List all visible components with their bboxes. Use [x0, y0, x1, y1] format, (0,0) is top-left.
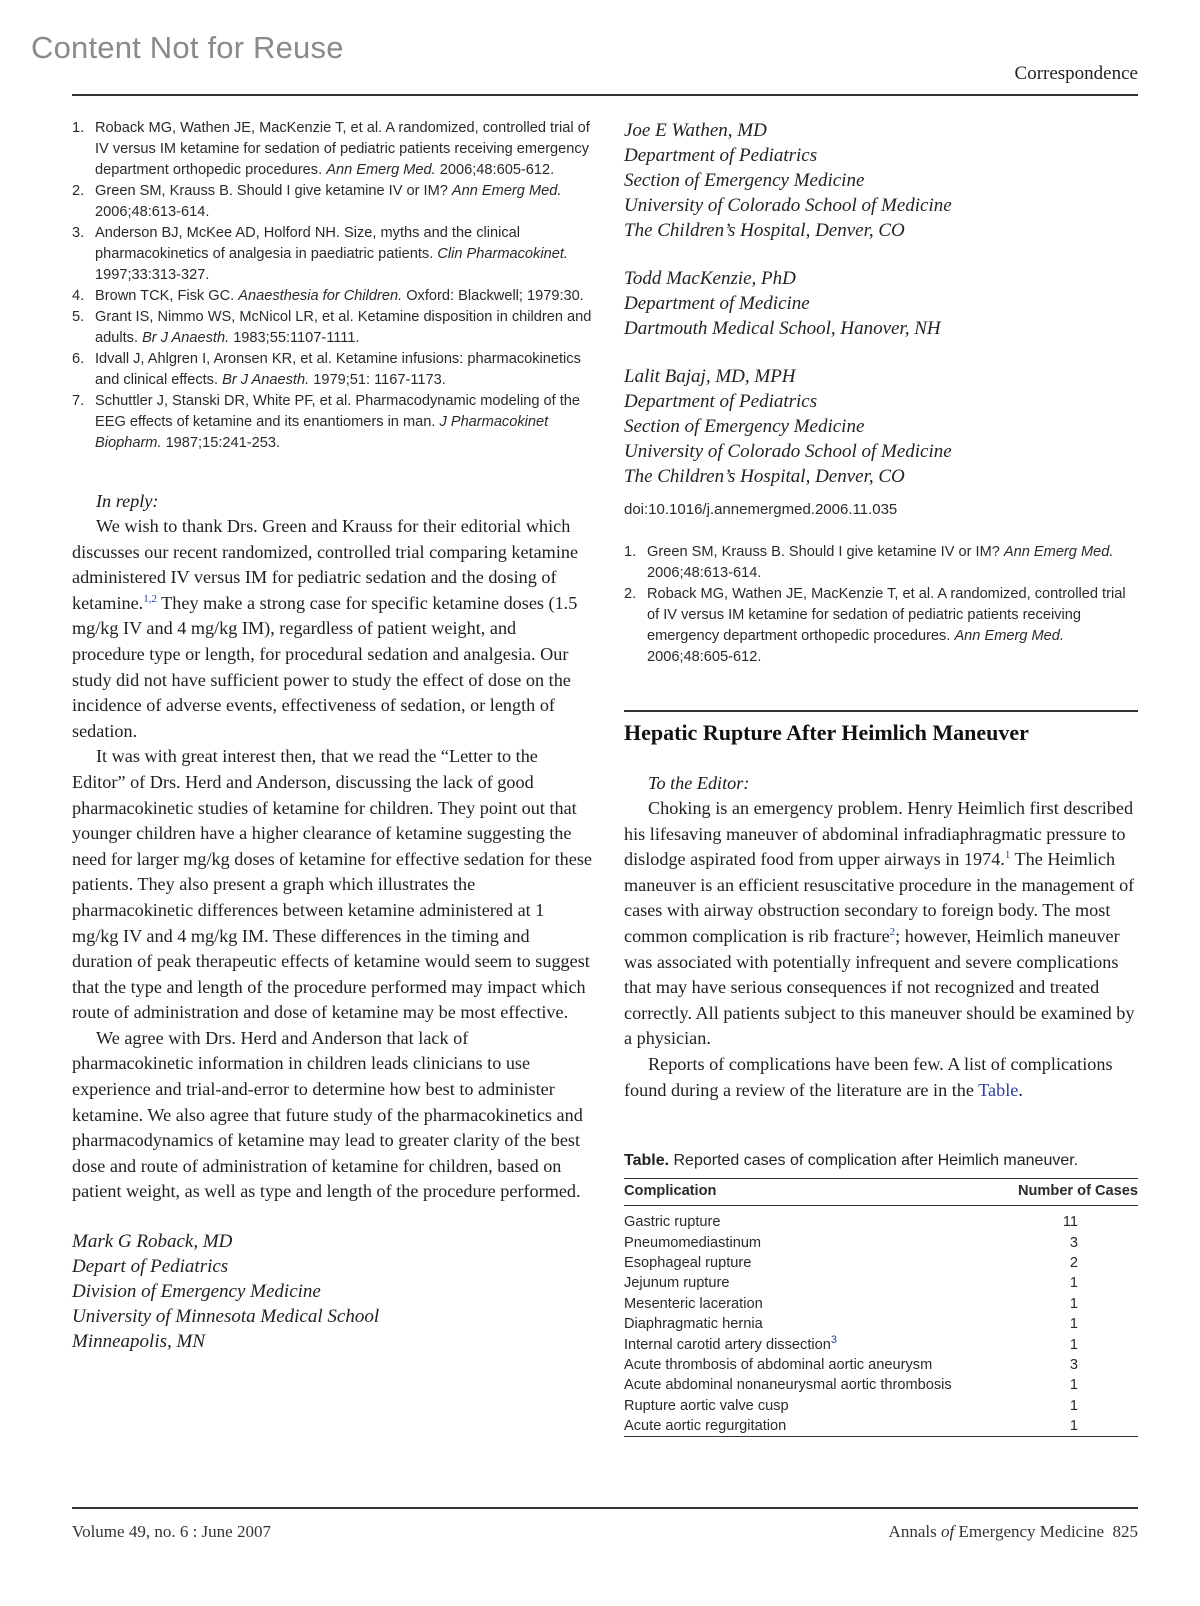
reference-text: Anderson BJ, McKee AD, Holford NH. Size, myths and the clinical pharmacokinetics of analgesia in paediatric patients.: [95, 225, 521, 262]
citation-superscript[interactable]: 2: [889, 925, 896, 938]
reply-paragraph: We agree with Drs. Herd and Anderson that lack of pharmacokinetic information in children leads clinicians to use experience and trial-and-error to determine how best to administer ketamine. We also agree that future study of the pharmacokinetics and pharmacodynamics of ketamine may lead to greater clarity of the best dose and route of administration of ketamine for children, based on patient weight, as well as type and length of the procedure performed.: [72, 1027, 583, 1202]
signature-line: Joe E Wathen, MD: [624, 120, 767, 141]
signature-group: [624, 118, 1138, 489]
citation-superscript[interactable]: 1: [1004, 849, 1011, 862]
table-row: [624, 1396, 1138, 1416]
reference-tail: 2006;48:613-614.: [95, 204, 210, 220]
reference-journal: J Pharmacokinet Biopharm.: [95, 414, 549, 451]
reference-text: Green SM, Krauss B. Should I give ketamine IV or IM?: [95, 183, 452, 199]
reference-item: [72, 286, 592, 307]
reference-tail: 2006;48:613-614.: [647, 565, 762, 581]
signature-line: Department of Pediatrics: [624, 391, 818, 412]
complication-cell: [624, 1396, 1000, 1416]
signature-line: Lalit Bajaj, MD, MPH: [624, 366, 796, 387]
complications-table: [624, 1178, 1138, 1437]
reference-text: Green SM, Krauss B. Should I give ketamine IV or IM?: [647, 544, 1004, 560]
complication-name: Diaphragmatic hernia: [624, 1316, 763, 1333]
page-number: 825: [1112, 1522, 1138, 1541]
reference-number: 7.: [72, 393, 85, 409]
case-count-cell: 1: [1069, 1377, 1078, 1394]
reply-body: [72, 514, 592, 1205]
citation-superscript[interactable]: 1,2: [143, 592, 157, 605]
table-body: [624, 1206, 1138, 1437]
column-header-cases: Number of Cases: [1000, 1179, 1138, 1206]
table-row: [624, 1416, 1138, 1437]
complication-cell: [624, 1334, 1000, 1354]
complication-name: Jejunum rupture: [624, 1275, 730, 1292]
case-count-cell: 1: [1069, 1397, 1078, 1414]
table-row: [624, 1233, 1138, 1253]
reference-text: Idvall J, Ahlgren I, Aronsen KR, et al. Ketamine infusions: pharmacokinetics and clinical effects.: [95, 351, 581, 388]
complication-name: Acute thrombosis of abdominal aortic aneurysm: [624, 1357, 933, 1374]
reference-journal: Ann Emerg Med.: [326, 162, 436, 178]
reference-item: [624, 542, 1138, 584]
reference-tail: 1983;55:1107-1111.: [229, 330, 360, 346]
case-count-cell: 1: [1069, 1275, 1078, 1292]
case-count-cell: 1: [1069, 1418, 1078, 1435]
signature-line: Section of Emergency Medicine: [624, 416, 865, 437]
complication-name: Mesenteric laceration: [624, 1295, 763, 1312]
signature-line: University of Colorado School of Medicine: [624, 441, 952, 462]
table-row: [624, 1355, 1138, 1375]
case-count-cell: 2: [1069, 1255, 1078, 1272]
reference-tail: 1997;33:313-327.: [95, 267, 210, 283]
footer-journal: Annals of Emergency Medicine 825: [888, 1522, 1138, 1541]
complication-cell: [624, 1206, 1000, 1233]
signature-line: The Children’s Hospital, Denver, CO: [624, 220, 905, 241]
table-row: [624, 1375, 1138, 1395]
table-row: [624, 1314, 1138, 1334]
footer-rule: [72, 1507, 1138, 1509]
signature-line: Department of Pediatrics: [624, 145, 818, 166]
complication-name: Acute abdominal nonaneurysmal aortic thrombosis: [624, 1377, 952, 1394]
reference-number: 2.: [72, 183, 85, 199]
section-label: Correspondence: [1014, 63, 1138, 84]
reference-journal: Ann Emerg Med.: [451, 183, 562, 199]
case-count-cell: 1: [1069, 1316, 1078, 1333]
table-row: [624, 1253, 1138, 1273]
reply-paragraph: It was with great interest then, that we read the “Letter to the Editor” of Drs. Herd and Anderson, discussing the lack of good pharmacokinetic studies of ketamine for children. They point out that younger children have a higher clearance of ketamine suggesting the need for larger mg/kg doses of ketamine for effective sedation for these patients. They also present a graph which illustrates the pharmacokinetic differences between ketamine administered at 1 mg/kg IV and 4 mg/kg IM. These differences in the timing and duration of peak therapeutic effects of ketamine would seem to suggest that the type and length of the procedure performed may impact which route of administration and dose of ketamine may be most effective.: [72, 746, 593, 1023]
reference-journal: Br J Anaesth.: [222, 372, 310, 388]
signature-line: Division of Emergency Medicine: [72, 1281, 321, 1303]
right-column: [624, 118, 1138, 1437]
complication-cell: [624, 1375, 1000, 1395]
complication-cell: [624, 1253, 1000, 1273]
reference-tail: 1979;51: 1167-1173.: [309, 372, 446, 388]
signature-line: Depart of Pediatrics: [72, 1256, 229, 1278]
case-count-cell: 1: [1069, 1336, 1078, 1353]
reply-paragraph: We wish to thank Drs. Green and Krauss for their editorial which discusses our recent randomized, controlled trial comparing ketamine administered IV versus IM for pediatric sedation and the dosing of ketamine.$^{1,2}$ They make a strong case for specific ketamine doses (1.5 mg/kg IV and 4 mg/kg IM), regardless of patient weight, and procedure type or length, for procedural sedation and analgesia. Our study did not have sufficient power to study the effect of dose on the incidence of adverse events, effectiveness of sedation, or length of sedation.: [72, 516, 579, 741]
signature-block: [624, 364, 1138, 489]
reference-number: 1.: [624, 544, 637, 560]
complication-name: Acute aortic regurgitation: [624, 1418, 787, 1435]
complication-name: Esophageal rupture: [624, 1255, 752, 1272]
reference-item: [72, 223, 592, 286]
complication-name: Gastric rupture: [624, 1214, 721, 1231]
signature-line: University of Colorado School of Medicine: [624, 195, 952, 216]
signature-line: Department of Medicine: [624, 293, 810, 314]
right-reference-list: [624, 542, 1138, 668]
editor-salutation: To the Editor:: [648, 773, 750, 793]
table-caption: Table. Reported cases of complication after Heimlich maneuver.: [624, 1152, 1079, 1170]
article-paragraph: Choking is an emergency problem. Henry Heimlich first described his lifesaving maneuver of abdominal infradiaphragmatic pressure to dislodge aspirated food from upper airways in 1974.$^1$ The Heimlich maneuver is an efficient resuscitative procedure in the management of cases with airway obstruction secondary to foreign body. The most common complication is rib fracture$^2$; however, Heimlich maneuver was associated with potentially infrequent and severe complications that may have serious consequences if not recognized and treated correctly. All patients subject to this maneuver should be examined by a physician.: [624, 798, 1135, 1049]
table-row: [624, 1334, 1138, 1354]
case-count-cell: 1: [1069, 1295, 1078, 1312]
signature-line: Minneapolis, MN: [72, 1331, 205, 1353]
complication-cell: [624, 1273, 1000, 1293]
complication-cell: [624, 1233, 1000, 1253]
header-rule: [72, 94, 1138, 96]
watermark-text: Content Not for Reuse: [31, 30, 344, 65]
article-top-rule: [624, 710, 1138, 712]
reference-number: 2.: [624, 586, 637, 602]
reference-item: [624, 584, 1138, 668]
signature-line: University of Minnesota Medical School: [72, 1306, 380, 1328]
case-count-cell: 3: [1069, 1234, 1078, 1251]
reference-item: [72, 349, 592, 391]
reference-tail: Oxford: Blackwell; 1979:30.: [402, 288, 584, 304]
signature-line: Todd MacKenzie, PhD: [624, 268, 796, 289]
left-column: [72, 118, 592, 1354]
footer-volume: Volume 49, no. 6 : June 2007: [72, 1522, 271, 1541]
reference-tail: 2006;48:605-612.: [435, 162, 555, 178]
reference-text: Roback MG, Wathen JE, MacKenzie T, et al. A randomized, controlled trial of IV versus IM ketamine for sedation of pediatric patients receiving emergency department orthopedic procedures.: [647, 586, 1126, 644]
reference-number: 3.: [72, 225, 85, 241]
reference-journal: Anaesthesia for Children.: [238, 288, 403, 304]
citation-superscript[interactable]: 3: [830, 1333, 837, 1346]
signature-line: Dartmouth Medical School, Hanover, NH: [624, 318, 941, 339]
reference-journal: Clin Pharmacokinet.: [437, 246, 568, 262]
reference-tail: 2006;48:605-612.: [647, 649, 762, 665]
signature-roback: [72, 1229, 592, 1354]
reference-text: Schuttler J, Stanski DR, White PF, et al. Pharmacodynamic modeling of the EEG effects of ketamine and its enantiomers in man.: [95, 393, 581, 430]
complication-name: Internal carotid artery dissection: [624, 1336, 831, 1353]
table-row: [624, 1273, 1138, 1293]
article-paragraph: Reports of complications have been few. A list of complications found during a review of the literature are in the Table.: [624, 1053, 1113, 1100]
complication-name: Rupture aortic valve cusp: [624, 1397, 789, 1414]
reference-number: 6.: [72, 351, 85, 367]
reference-number: 5.: [72, 309, 85, 325]
table-row: [624, 1294, 1138, 1314]
article-body: [624, 796, 1138, 1103]
reference-text: Brown TCK, Fisk GC.: [95, 288, 239, 304]
reference-journal: Br J Anaesth.: [142, 330, 230, 346]
complication-cell: [624, 1294, 1000, 1314]
reference-journal: Ann Emerg Med.: [954, 628, 1064, 644]
case-count-cell: 11: [1062, 1214, 1078, 1231]
complication-cell: [624, 1314, 1000, 1334]
reference-journal: Ann Emerg Med.: [1003, 544, 1114, 560]
doi-text[interactable]: doi:10.1016/j.annemergmed.2006.11.035: [624, 501, 898, 518]
reference-number: 1.: [72, 120, 85, 136]
table-link[interactable]: Table: [978, 1079, 1019, 1100]
signature-block: [624, 118, 1138, 243]
reference-item: [72, 307, 592, 349]
signature-line: The Children’s Hospital, Denver, CO: [624, 466, 905, 487]
reply-salutation: In reply:: [96, 491, 159, 511]
case-count-cell: 3: [1069, 1357, 1078, 1374]
signature-line: Section of Emergency Medicine: [624, 170, 865, 191]
column-header-complication: Complication: [624, 1179, 1000, 1206]
reference-number: 4.: [72, 288, 85, 304]
reference-item: [72, 391, 592, 454]
article-title: Hepatic Rupture After Heimlich Maneuver: [624, 720, 1029, 745]
complication-cell: [624, 1416, 1000, 1437]
reference-item: [72, 181, 592, 223]
complication-cell: [624, 1355, 1000, 1375]
signature-line: Mark G Roback, MD: [72, 1231, 233, 1253]
reference-tail: 1987;15:241-253.: [161, 435, 280, 451]
left-reference-list: [72, 118, 592, 454]
table-bottom-rule: [624, 1437, 1138, 1438]
reference-item: [72, 118, 592, 181]
table-row: [624, 1206, 1138, 1233]
reference-text: Roback MG, Wathen JE, MacKenzie T, et al. A randomized, controlled trial of IV versus IM ketamine for sedation of pediatric patients receiving emergency department orthopedic procedures.: [95, 120, 590, 178]
table-header-row: [624, 1179, 1138, 1206]
signature-block: [624, 266, 1138, 341]
complication-name: Pneumomediastinum: [624, 1234, 762, 1251]
reference-text: Grant IS, Nimmo WS, McNicol LR, et al. Ketamine disposition in children and adults.: [95, 309, 592, 346]
